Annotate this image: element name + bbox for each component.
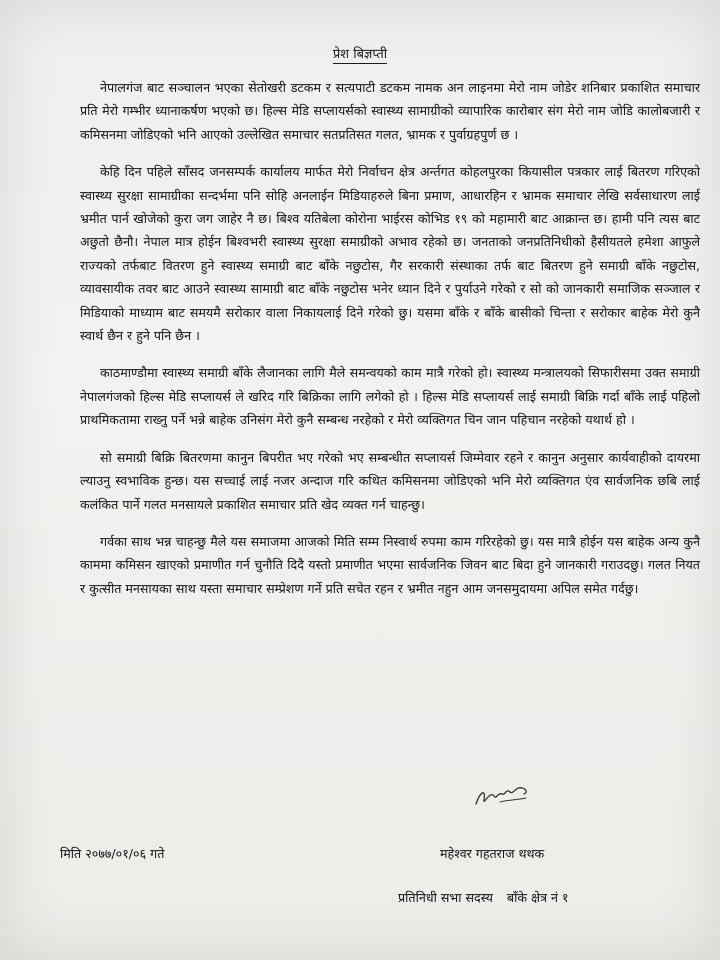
- document-title: [0, 44, 720, 62]
- paragraph-2: केहि दिन पहिले साँसद जनसम्पर्क कार्यालय मार्फत मेरो निर्वाचन क्षेत्र अर्न्तगत कोहलपुरका कियासील पत्रकार लाई बितरण गरिएको स्वास्थ्य सुरक्षा सामाग्रीका सन्दर्भमा पनि सोहि अनलाईन मिडियाहरुले बिना प्रमाण, आधारहिन र भ्रामक समाचार लेखि सर्वसाधारण लाई भ्रमीत पार्न खोजेको कुरा जग जाहेर नै छ। बिश्व यतिबेला कोरोना भाईरस कोभिड १९ को महामारी बाट आक्रान्त छ। हामी पनि त्यस बाट अछुतो छैनौ। नेपाल मात्र होईन बिश्वभरी स्वास्थ्य सुरक्षा समाग्रीको अभाव रहेको छ। जनताको जनप्रतिनिधीको हैसीयतले हमेशा आफुले राज्यको तर्फबाट वितरण हुने स्वास्थ्य समाग्री बाट बाँके नछुटोस, गैर सरकारी संस्थाका तर्फ बाट बितरण हुने समाग्री बाँके नछुटोस, व्यावसायीक तवर बाट आउने स्वास्थ्य सामाग्री बाट बाँके नछुटोस भनेर ध्यान दिने र पुर्याउने गरेको र सो को जानकारी समाजिक सञ्जाल र मिडियाको माध्याम बाट समयमै सरोकार वाला निकायलाई दिने गरेको छु। यसमा बाँके र बाँके बासीको चिन्ता र सरोकार बाहेक मेरो कुनै स्वार्थ छैन र हुने पनि छैन ।: [80, 164, 700, 344]
- signatory-designation: [398, 889, 569, 906]
- document-body: [80, 76, 700, 614]
- document-title-text: प्रेश बिज्ञप्ती: [332, 47, 388, 62]
- signatory-title: प्रतिनिधी सभा सदस्य: [398, 890, 493, 905]
- paragraph-3: काठमाण्डौमा स्वास्थ्य समाग्री बाँके लैजानका लागि मैले समन्वयको काम मात्रै गरेको हो। स्वास्थ्य मन्त्रालयको सिफारीसमा उक्त समाग्री नेपालगंजको हिल्स मेडि सप्लायर्स ले खरिद गरि बिक्रिका लागि लगेको हो । हिल्स मेडि सप्लायर्स लाई समाग्री बिक्रि गर्दा बाँके लाई पहिलो प्राथमिकतामा राख्नु पर्ने भन्ने बाहेक उनिसंग मेरो कुनै सम्बन्ध नरहेको र मेरो व्यक्तिगत चिन जान पहिचान नरहेको यथार्थ हो ।: [80, 365, 700, 428]
- handwritten-signature: [472, 778, 532, 812]
- constituency: बाँके क्षेत्र नं १: [506, 890, 569, 905]
- paragraph-4: सो समाग्री बिक्रि बितरणमा कानुन बिपरीत भए गरेको भए सम्बन्धीत सप्लायर्स जिम्मेवार रहने र कानुन अनुसार कार्यवाहीको दायरमा ल्याउनु स्वभाविक हुन्छ। यस सच्चाई लाई नजर अन्दाज गरि कथित कमिसनमा जोडिएको भनि मेरो व्यक्तिगत एंव सार्वजनिक छबि लाई कलंकित पार्ने गलत मनसायले प्रकाशित समाचार प्रति खेद व्यक्त गर्न चाहन्छु।: [80, 449, 700, 512]
- paragraph-5: गर्वका साथ भन्न चाहन्छु मैले यस समाजमा आजको मिति सम्म निस्वार्थ रुपमा काम गरिरहेको छु। यस मात्रै होईन यस बाहेक अन्य कुनै काममा कमिसन खाएको प्रमाणीत गर्न चुनौति दिदै यस्तो प्रमाणीत भएमा सार्वजनिक जिवन बाट बिदा हुने जानकारी गराउदछु। गलत नियत र कुत्सीत मनसायका साथ यस्ता समाचार सम्प्रेशण गर्ने प्रति सचेत रहन र भ्रमीत नहुन आम जनसमुदायमा अपिल समेत गर्दछु।: [80, 533, 700, 596]
- paragraph-1: नेपालगंज बाट सञ्चालन भएका सेतोखरी डटकम र सत्यपाटी डटकम नामक अन लाइनमा मेरो नाम जोडेर शनिबार प्रकाशित समाचार प्रति मेरो गम्भीर ध्यानाकर्षण भएको छ। हिल्स मेडि सप्लायर्सको स्वास्थ्य सामाग्रीको व्यापारिक कारोबार संग मेरो नाम जोडि कालोबजारी र कमिसनमा जोडिएको भनि आएको उल्लेखित समाचार सतप्रतिसत गलत, भ्रामक र पुर्वाग्रहपुर्ण छ ।: [80, 80, 700, 142]
- signatory-name: महेश्वर गहतराज थथक: [440, 846, 545, 861]
- date-line: मिति २०७७/०१/०६ गते: [60, 846, 165, 861]
